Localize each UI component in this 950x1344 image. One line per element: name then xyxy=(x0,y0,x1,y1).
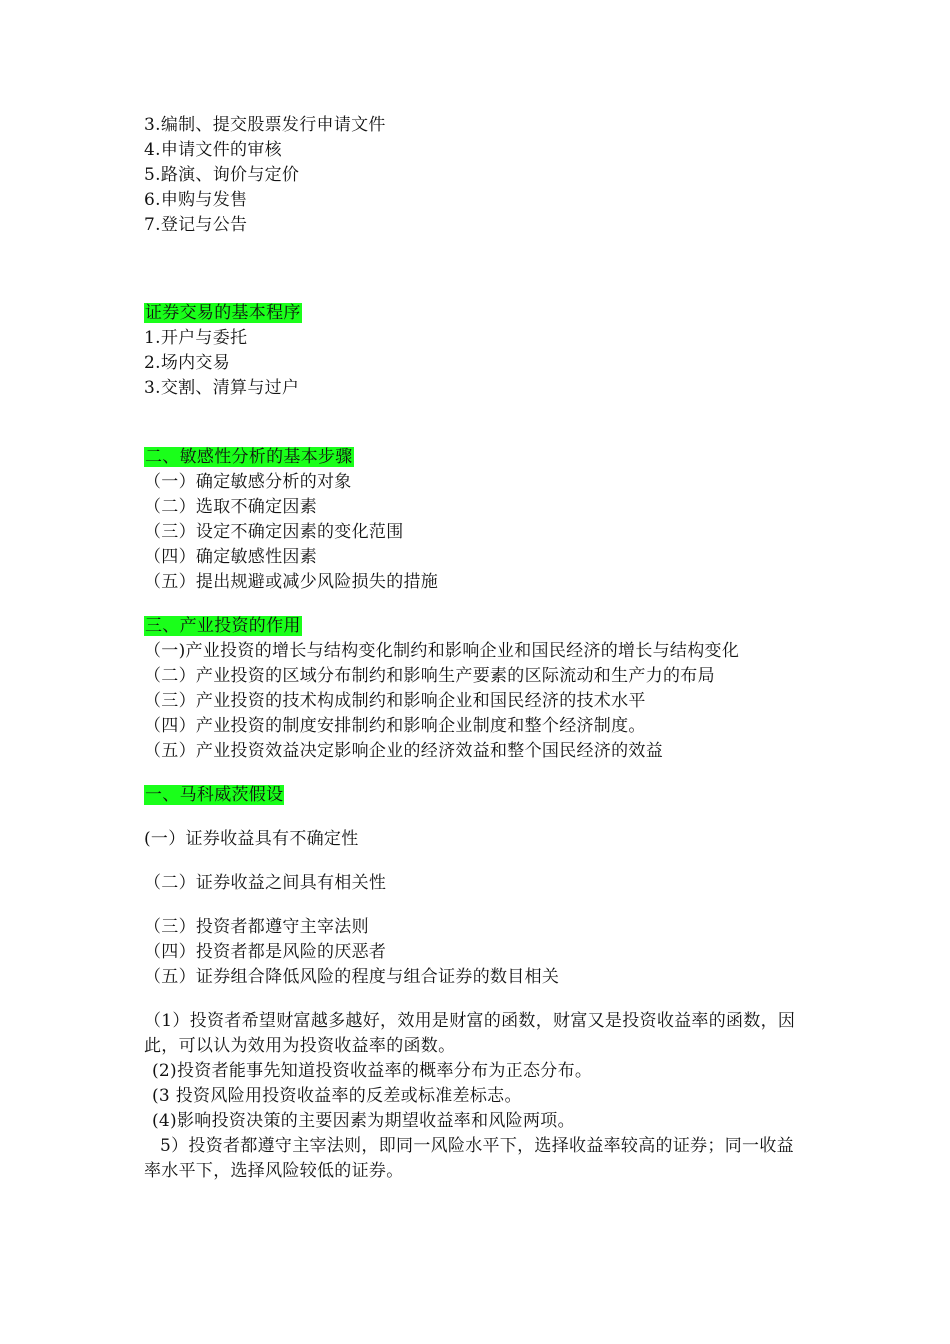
sensitivity-step-2: （二）选取不确定因素 xyxy=(144,497,317,517)
issue-step-4: 4.申请文件的审核 xyxy=(144,140,282,160)
trading-heading xyxy=(144,301,302,326)
markowitz-paragraph-2: (2)投资者能事先知道投资收益率的概率分布为正态分布。 xyxy=(152,1061,593,1081)
markowitz-item-5: （五）证券组合降低风险的程度与组合证券的数目相关 xyxy=(144,967,560,987)
markowitz-item-2: （二）证券收益之间具有相关性 xyxy=(144,873,387,893)
issue-step-3: 3.编制、提交股票发行申请文件 xyxy=(144,115,386,135)
industry-item-1: （一)产业投资的增长与结构变化制约和影响企业和国民经济的增长与结构变化 xyxy=(144,641,740,661)
issue-step-7: 7.登记与公告 xyxy=(144,215,248,235)
trading-step-3: 3.交割、清算与过户 xyxy=(144,378,300,398)
markowitz-item-3: （三）投资者都遵守主宰法则 xyxy=(144,917,369,937)
markowitz-paragraph-4: (4)影响投资决策的主要因素为期望收益率和风险两项。 xyxy=(152,1111,575,1131)
markowitz-heading xyxy=(144,783,284,808)
markowitz-paragraph-5: 5）投资者都遵守主宰法则，即同一风险水平下，选择收益率较高的证券；同一收益率水平下，选择风险较低的证券。 xyxy=(144,1136,794,1181)
industry-item-4: （四）产业投资的制度安排制约和影响企业制度和整个经济制度。 xyxy=(144,716,646,736)
markowitz-item-4: （四）投资者都是风险的厌恶者 xyxy=(144,942,387,962)
trading-heading-text: 证券交易的基本程序 xyxy=(145,303,301,323)
markowitz-heading-text: 一、马科威茨假设 xyxy=(145,785,284,805)
industry-heading xyxy=(144,614,302,639)
trading-step-1: 1.开户与委托 xyxy=(144,328,248,348)
sensitivity-heading-text: 二、敏感性分析的基本步骤 xyxy=(145,447,353,467)
industry-item-2: （二）产业投资的区域分布制约和影响生产要素的区际流动和生产力的布局 xyxy=(144,666,715,686)
industry-heading-text: 三、产业投资的作用 xyxy=(145,616,301,636)
markowitz-item-1: (一）证券收益具有不确定性 xyxy=(144,829,359,849)
sensitivity-step-1: （一）确定敏感分析的对象 xyxy=(144,472,352,492)
sensitivity-step-3: （三）设定不确定因素的变化范围 xyxy=(144,522,404,542)
markowitz-paragraph-1: （1）投资者希望财富越多越好，效用是财富的函数，财富又是投资收益率的函数，因此，可以认为效用为投资收益率的函数。 xyxy=(144,1011,796,1056)
industry-item-3: （三）产业投资的技术构成制约和影响企业和国民经济的技术水平 xyxy=(144,691,646,711)
trading-step-2: 2.场内交易 xyxy=(144,353,231,373)
industry-item-5: （五）产业投资效益决定影响企业的经济效益和整个国民经济的效益 xyxy=(144,741,663,761)
issue-step-6: 6.申购与发售 xyxy=(144,190,248,210)
markowitz-paragraph-3: (3 投资风险用投资收益率的反差或标准差标志。 xyxy=(152,1086,522,1106)
sensitivity-step-4: （四）确定敏感性因素 xyxy=(144,547,317,567)
issue-step-5: 5.路演、询价与定价 xyxy=(144,165,300,185)
sensitivity-step-5: （五）提出规避或减少风险损失的措施 xyxy=(144,572,439,592)
sensitivity-heading xyxy=(144,445,354,470)
